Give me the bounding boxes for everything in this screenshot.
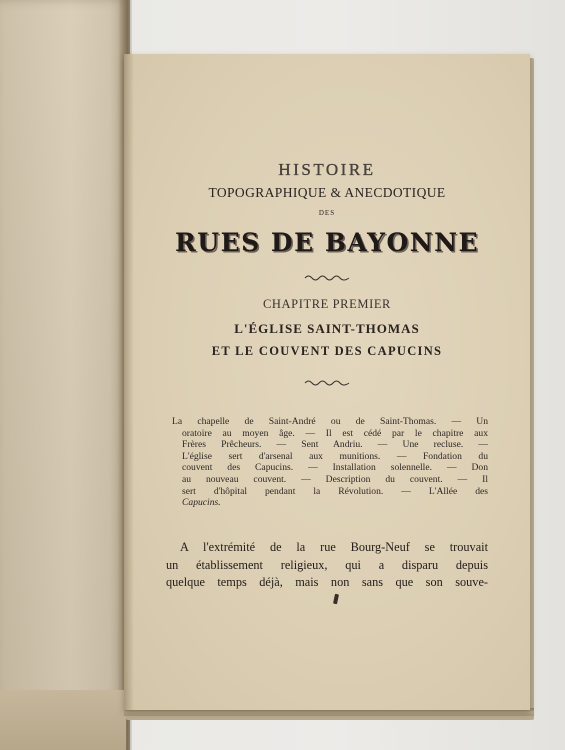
ink-mark	[333, 594, 339, 605]
body-paragraph	[166, 539, 488, 592]
title-histoire-text: HISTOIRE	[278, 160, 376, 179]
summary-line: oratoire au moyen âge. — Il est cédé par le chapitre aux	[182, 427, 488, 439]
body-line: quelque temps déjà, mais non sans que son souve-	[166, 575, 488, 589]
summary-line: couvent des Capucins. — Installation solennelle. — Don	[182, 462, 488, 474]
title-subtitle: TOPOGRAPHIQUE & ANECDOTIQUE	[208, 185, 446, 200]
book-page	[124, 54, 530, 710]
summary-line: La chapelle de Saint-André ou de Saint-Thomas. — Un	[172, 416, 488, 427]
chapter-summary	[172, 416, 488, 509]
summary-line: sert d'hôpital pendant la Révolution. — L'Allée des	[182, 485, 488, 497]
ornament-divider-icon	[124, 269, 530, 287]
chapter-title-line-2: ET LE COUVENT DES CAPUCINS	[211, 344, 443, 358]
summary-line: au nouveau couvent. — Description du couvent. — Il	[182, 473, 488, 485]
main-title: RUES DE BAYONNE	[175, 228, 479, 257]
summary-line: Frères Prêcheurs. — Sent Andriu. — Une recluse. —	[182, 439, 488, 451]
title-histoire	[124, 160, 530, 180]
chapter-title-line-1: L'ÉGLISE SAINT-THOMAS	[234, 321, 420, 336]
lower-cover-edge	[0, 690, 126, 750]
left-book-cover	[0, 0, 130, 750]
summary-line: L'église sert d'arsenal aux munitions. — Fondation du	[182, 450, 488, 462]
left-cover-texture	[0, 0, 120, 750]
summary-line: Capucins.	[182, 497, 221, 509]
body-line: A l'extrémité de la rue Bourg-Neuf se trouvait	[180, 540, 488, 554]
chapter-heading: CHAPITRE PREMIER	[262, 297, 391, 311]
title-des: DES	[318, 209, 336, 217]
ornament-divider-icon	[124, 374, 530, 392]
body-line: un établissement religieux, qui a disparu depuis	[166, 557, 488, 572]
